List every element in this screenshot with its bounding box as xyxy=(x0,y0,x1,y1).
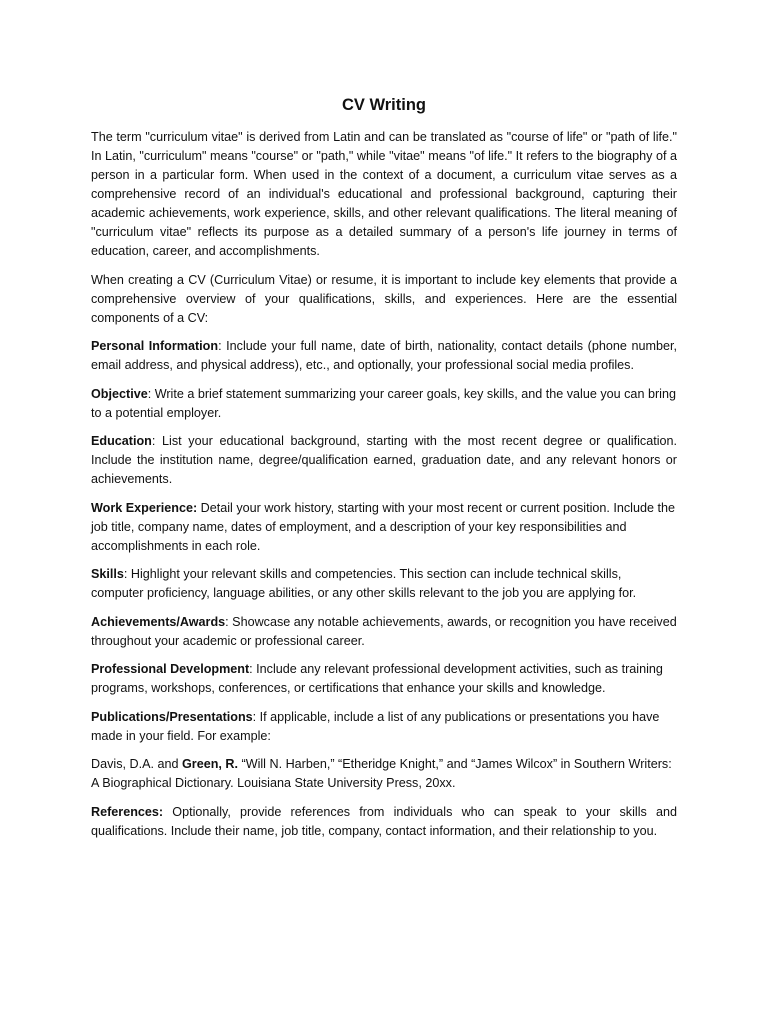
example-authors: Davis, D.A. and xyxy=(91,757,182,771)
intro-paragraph: The term "curriculum vitae" is derived from Latin and can be translated as "course of life" or "path of life." In Latin, "curriculum" means "course" or "path," while "vitae" means "of life." It refers to the biography of a person in a particular form. When used in the context of a document, a curriculum vitae serves as a comprehensive record of an individual's educational and professional background, capturing their academic achievements, work experience, skills, and other relevant qualifications. The literal meaning of "curriculum vitae" reflects its purpose as a detailed summary of a person's life journey in terms of education, career, and accomplishments. xyxy=(91,130,677,258)
section-label: Skills xyxy=(91,567,124,581)
section-label: Personal Information xyxy=(91,339,219,353)
section-label: Work Experience: xyxy=(91,500,198,515)
section-publications-presentations xyxy=(91,708,677,746)
example-citation: “Will N. Harben,” “Etheridge Knight,” and “James Wilcox” in Southern Writers: A Biographical Dictionary. Louisiana State University Press, 20xx. xyxy=(91,757,672,790)
section-text: List your educational background, starting with the most recent degree or qualification. Include the institution name, degree/qualification earned, graduation date, and any relevant honors or achievements. xyxy=(91,434,677,486)
section-text: If applicable, include a list of any publications or presentations you have made in your field. For example: xyxy=(91,709,660,743)
document-title: CV Writing xyxy=(341,96,427,114)
section-label: Publications/Presentations xyxy=(91,709,253,724)
section-label: Achievements/Awards xyxy=(91,614,226,629)
section-separator: : xyxy=(151,434,156,448)
section-separator: : xyxy=(147,386,152,401)
section-text: Detail your work history, starting with your most recent or current position. Include the job title, company name, dates of employment, and a description of your key responsibilities and accomplishments in each role. xyxy=(91,500,675,553)
section-text: Showcase any notable achievements, awards, or recognition you have received throughout your academic or professional career. xyxy=(91,614,677,648)
components-intro-paragraph: When creating a CV (Curriculum Vitae) or resume, it is important to include key elements that provide a comprehensive overview of your qualifications, skills, and experiences. Here are the essential components of a CV: xyxy=(91,272,677,325)
section-skills xyxy=(91,565,677,603)
section-education xyxy=(91,432,677,489)
section-text: Include any relevant professional development activities, such as training programs, workshops, conferences, or certifications that enhance your skills and knowledge. xyxy=(91,662,663,695)
section-label: References: xyxy=(91,804,164,819)
section-references xyxy=(91,803,677,841)
section-professional-development xyxy=(91,660,677,698)
section-achievements-awards xyxy=(91,613,677,651)
section-label: Objective xyxy=(91,386,148,401)
section-objective xyxy=(91,385,677,423)
section-separator: : xyxy=(218,339,222,353)
section-separator: : xyxy=(123,567,128,581)
section-label: Education xyxy=(91,434,152,448)
publication-example xyxy=(91,755,677,793)
section-text: Optionally, provide references from individuals who can speak to your skills and qualifications. Include their name, job title, company, contact information, and their relationship to you. xyxy=(91,804,677,838)
section-separator: : xyxy=(249,662,253,676)
example-bold-author: Green, R. xyxy=(182,757,238,771)
section-text: Include your full name, date of birth, nationality, contact details (phone number, email address, and physical address), etc., and optionally, your professional social media profiles. xyxy=(91,339,677,372)
section-text: Highlight your relevant skills and competencies. This section can include technical skills, computer proficiency, language abilities, or any other skills relevant to the job you are applying for. xyxy=(91,567,637,600)
section-label: Professional Development xyxy=(91,662,250,676)
section-separator: : xyxy=(225,614,229,629)
section-separator: : xyxy=(252,709,257,724)
section-text: Write a brief statement summarizing your career goals, key skills, and the value you can bring to a potential employer. xyxy=(91,386,676,420)
section-personal-information xyxy=(91,337,677,375)
section-work-experience xyxy=(91,499,677,556)
